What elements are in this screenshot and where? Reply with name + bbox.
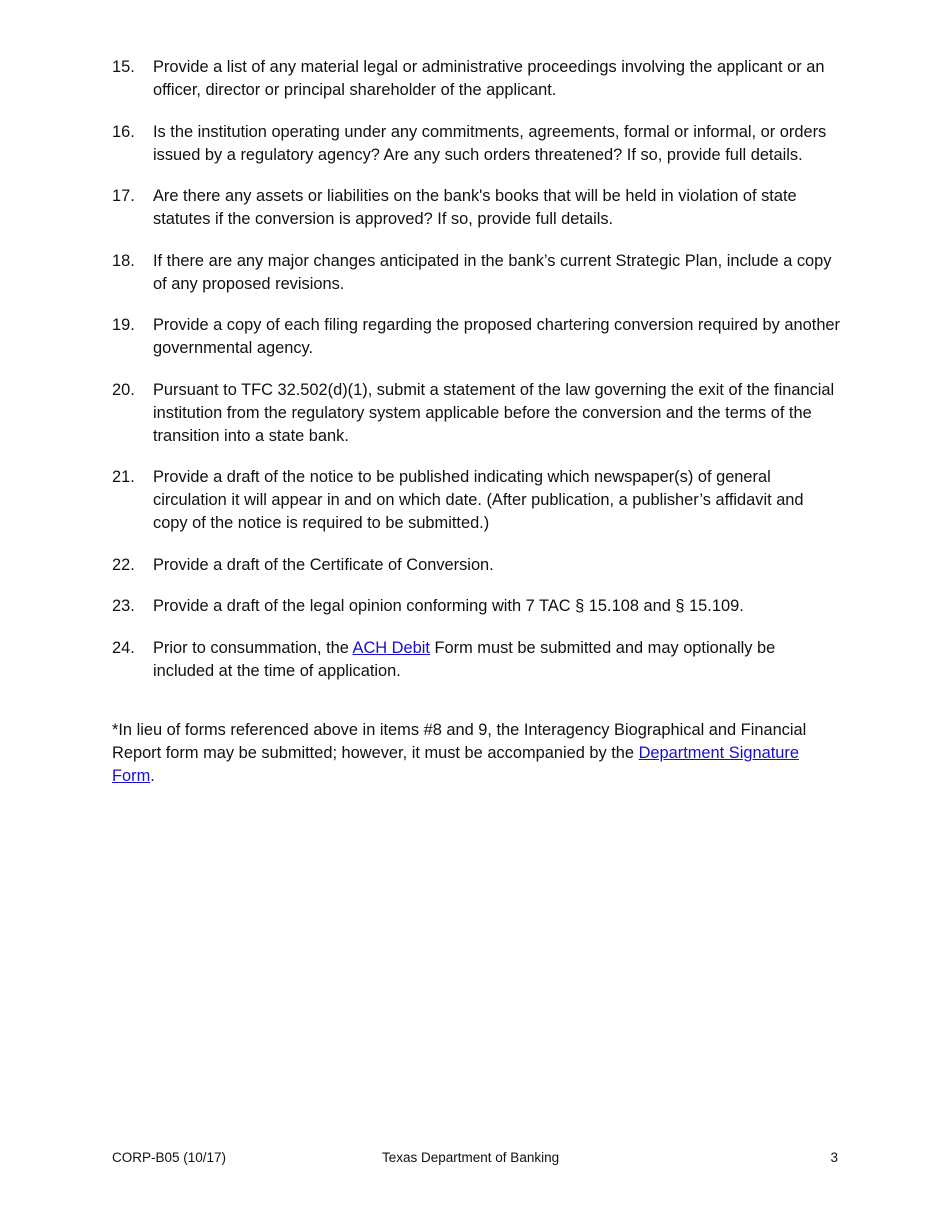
- list-item: [112, 595, 840, 618]
- item-text: Is the institution operating under any commitments, agreements, formal or informal, or orders issued by a regulatory agency? Are any such orders threatened? If so, provide full details.: [153, 122, 827, 164]
- list-item: [112, 466, 840, 535]
- item-number: 19.: [112, 316, 135, 334]
- item-number: 23.: [112, 597, 135, 615]
- item-number: 20.: [112, 380, 135, 399]
- list-item: [112, 554, 840, 577]
- list-item: [112, 56, 840, 102]
- item-text-after-link: Form must be submitted and may optionally be included at the time of application.: [153, 638, 776, 680]
- list-item-ach-debit: [112, 637, 840, 683]
- page-number: 3: [830, 1150, 838, 1165]
- form-id: CORP-B05 (10/17): [112, 1150, 227, 1165]
- item-number: 22.: [112, 555, 135, 574]
- item-text: Provide a list of any material legal or administrative proceedings involving the applicant or an officer, director or principal shareholder of the applicant.: [153, 58, 825, 99]
- item-number: 17.: [112, 187, 135, 205]
- item-number: 24.: [112, 638, 135, 657]
- requirements-list: [112, 56, 840, 701]
- item-number: 15.: [112, 58, 135, 76]
- item-text: Are there any assets or liabilities on the bank's books that will be held in violation of state statutes if the conversion is approved? If so, provide full details.: [153, 187, 797, 228]
- item-text: Provide a draft of the legal opinion conforming with 7 TAC § 15.108 and § 15.109.: [153, 597, 744, 615]
- ach-debit-link[interactable]: ACH Debit: [352, 638, 430, 657]
- list-item: [112, 379, 840, 448]
- item-text: Provide a draft of the notice to be published indicating which newspaper(s) of general circulation it will appear in and on which date. (After publication, a publisher’s affidavit and copy of the notice is required to be submitted.): [153, 468, 804, 532]
- footnote-text-before-link: *In lieu of forms referenced above in items #8 and 9, the Interagency Biographical and Financial Report form may be submitted; however, it must be accompanied by the: [112, 721, 807, 762]
- footnote: [112, 719, 838, 788]
- item-text-before-link: Prior to consummation, the: [153, 638, 353, 657]
- item-text: Pursuant to TFC 32.502(d)(1), submit a statement of the law governing the exit of the financial institution from the regulatory system applicable before the conversion and the terms of the transition into a state bank.: [153, 380, 835, 445]
- item-text: [153, 637, 840, 683]
- list-item: [112, 250, 840, 296]
- list-item: [112, 185, 840, 231]
- agency-name: Texas Department of Banking: [382, 1150, 560, 1165]
- item-text: If there are any major changes anticipated in the bank’s current Strategic Plan, include a copy of any proposed revisions.: [153, 251, 832, 293]
- footnote-text-after-link: .: [150, 767, 155, 785]
- item-text: Provide a draft of the Certificate of Conversion.: [153, 555, 494, 574]
- item-number: 21.: [112, 468, 135, 486]
- department-signature-form-link[interactable]: Department Signature Form: [112, 744, 799, 785]
- list-item: [112, 314, 840, 360]
- list-item: [112, 121, 840, 167]
- item-text: Provide a copy of each filing regarding the proposed chartering conversion required by another governmental agency.: [153, 316, 841, 357]
- item-number: 16.: [112, 122, 135, 141]
- item-number: 18.: [112, 251, 135, 270]
- page-footer: [112, 1148, 840, 1168]
